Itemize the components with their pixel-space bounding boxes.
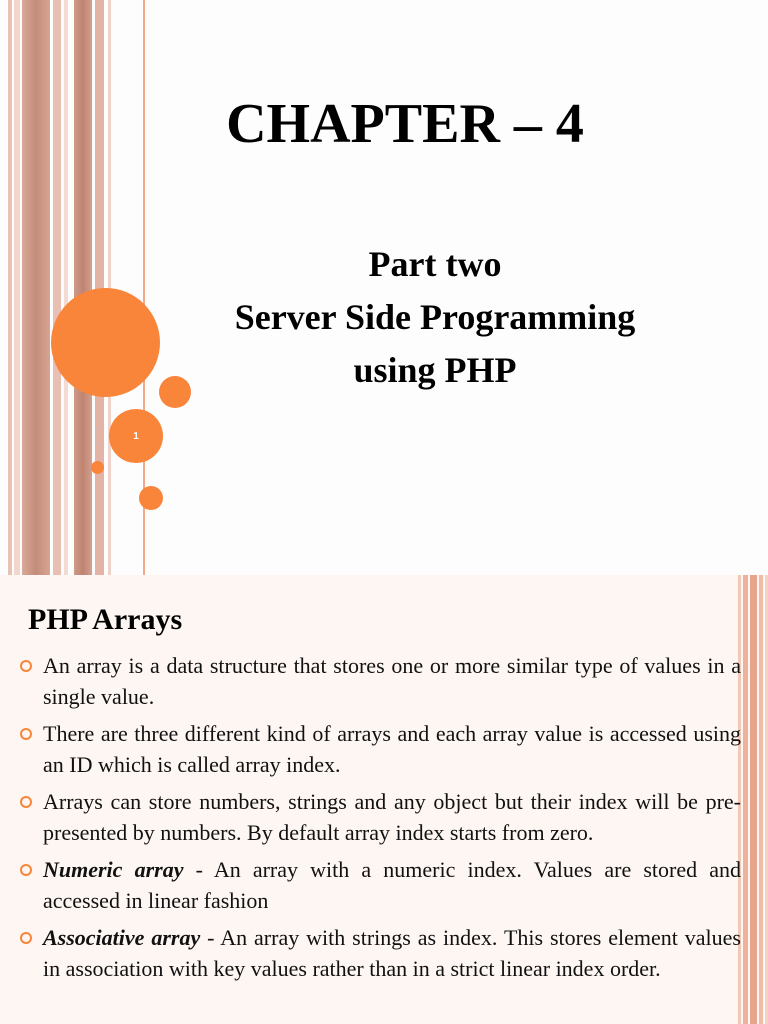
circle-bullet-icon (20, 796, 32, 808)
decorative-stripe (14, 0, 20, 575)
bullet-item (16, 651, 741, 712)
circle-bullet-icon (20, 864, 32, 876)
decorative-circle (139, 486, 163, 510)
circle-bullet-icon (20, 932, 32, 944)
slide-number-badge (109, 409, 163, 463)
bullet-text: There are three different kind of arrays and each array value is accessed using an ID which is called array index. (43, 721, 741, 777)
slide-heading: PHP Arrays (28, 603, 183, 636)
slide-2 (0, 575, 768, 1024)
slide-subtitle (160, 238, 710, 397)
decorative-stripe (8, 0, 12, 575)
decorative-stripe (759, 575, 763, 1024)
decorative-circle-large (51, 288, 160, 397)
bullet-item (16, 923, 741, 984)
bullet-text: Arrays can store numbers, strings and any object but their index will be pre-presented by numbers. By default array index starts from zero. (43, 789, 741, 845)
decorative-circle-small (91, 461, 104, 474)
bullet-list (16, 651, 741, 991)
subtitle-line: using PHP (353, 350, 517, 390)
bullet-text: An array is a data structure that stores one or more similar type of values in a single value. (43, 653, 741, 709)
chapter-title: CHAPTER – 4 (226, 93, 584, 155)
bullet-term: Numeric array (43, 857, 184, 882)
slide-number: 1 (133, 430, 139, 442)
decorative-stripe (750, 575, 757, 1024)
bullet-item (16, 719, 741, 780)
bullet-item (16, 787, 741, 848)
bullet-item (16, 855, 741, 916)
decorative-stripe (743, 575, 748, 1024)
subtitle-line: Server Side Programming (234, 297, 636, 337)
bullet-text: - An array with strings as index. This stores element values in association with key values rather than in a strict linear index order. (43, 925, 741, 981)
subtitle-line: Part two (368, 244, 502, 284)
circle-bullet-icon (20, 728, 32, 740)
bullet-term: Associative array (43, 925, 201, 950)
decorative-stripe (53, 0, 61, 575)
decorative-stripe (64, 0, 68, 575)
circle-bullet-icon (20, 660, 32, 672)
decorative-stripe (22, 0, 50, 575)
decorative-stripe (74, 0, 92, 575)
bullet-text: - An array with a numeric index. Values are stored and accessed in linear fashion (43, 857, 741, 913)
